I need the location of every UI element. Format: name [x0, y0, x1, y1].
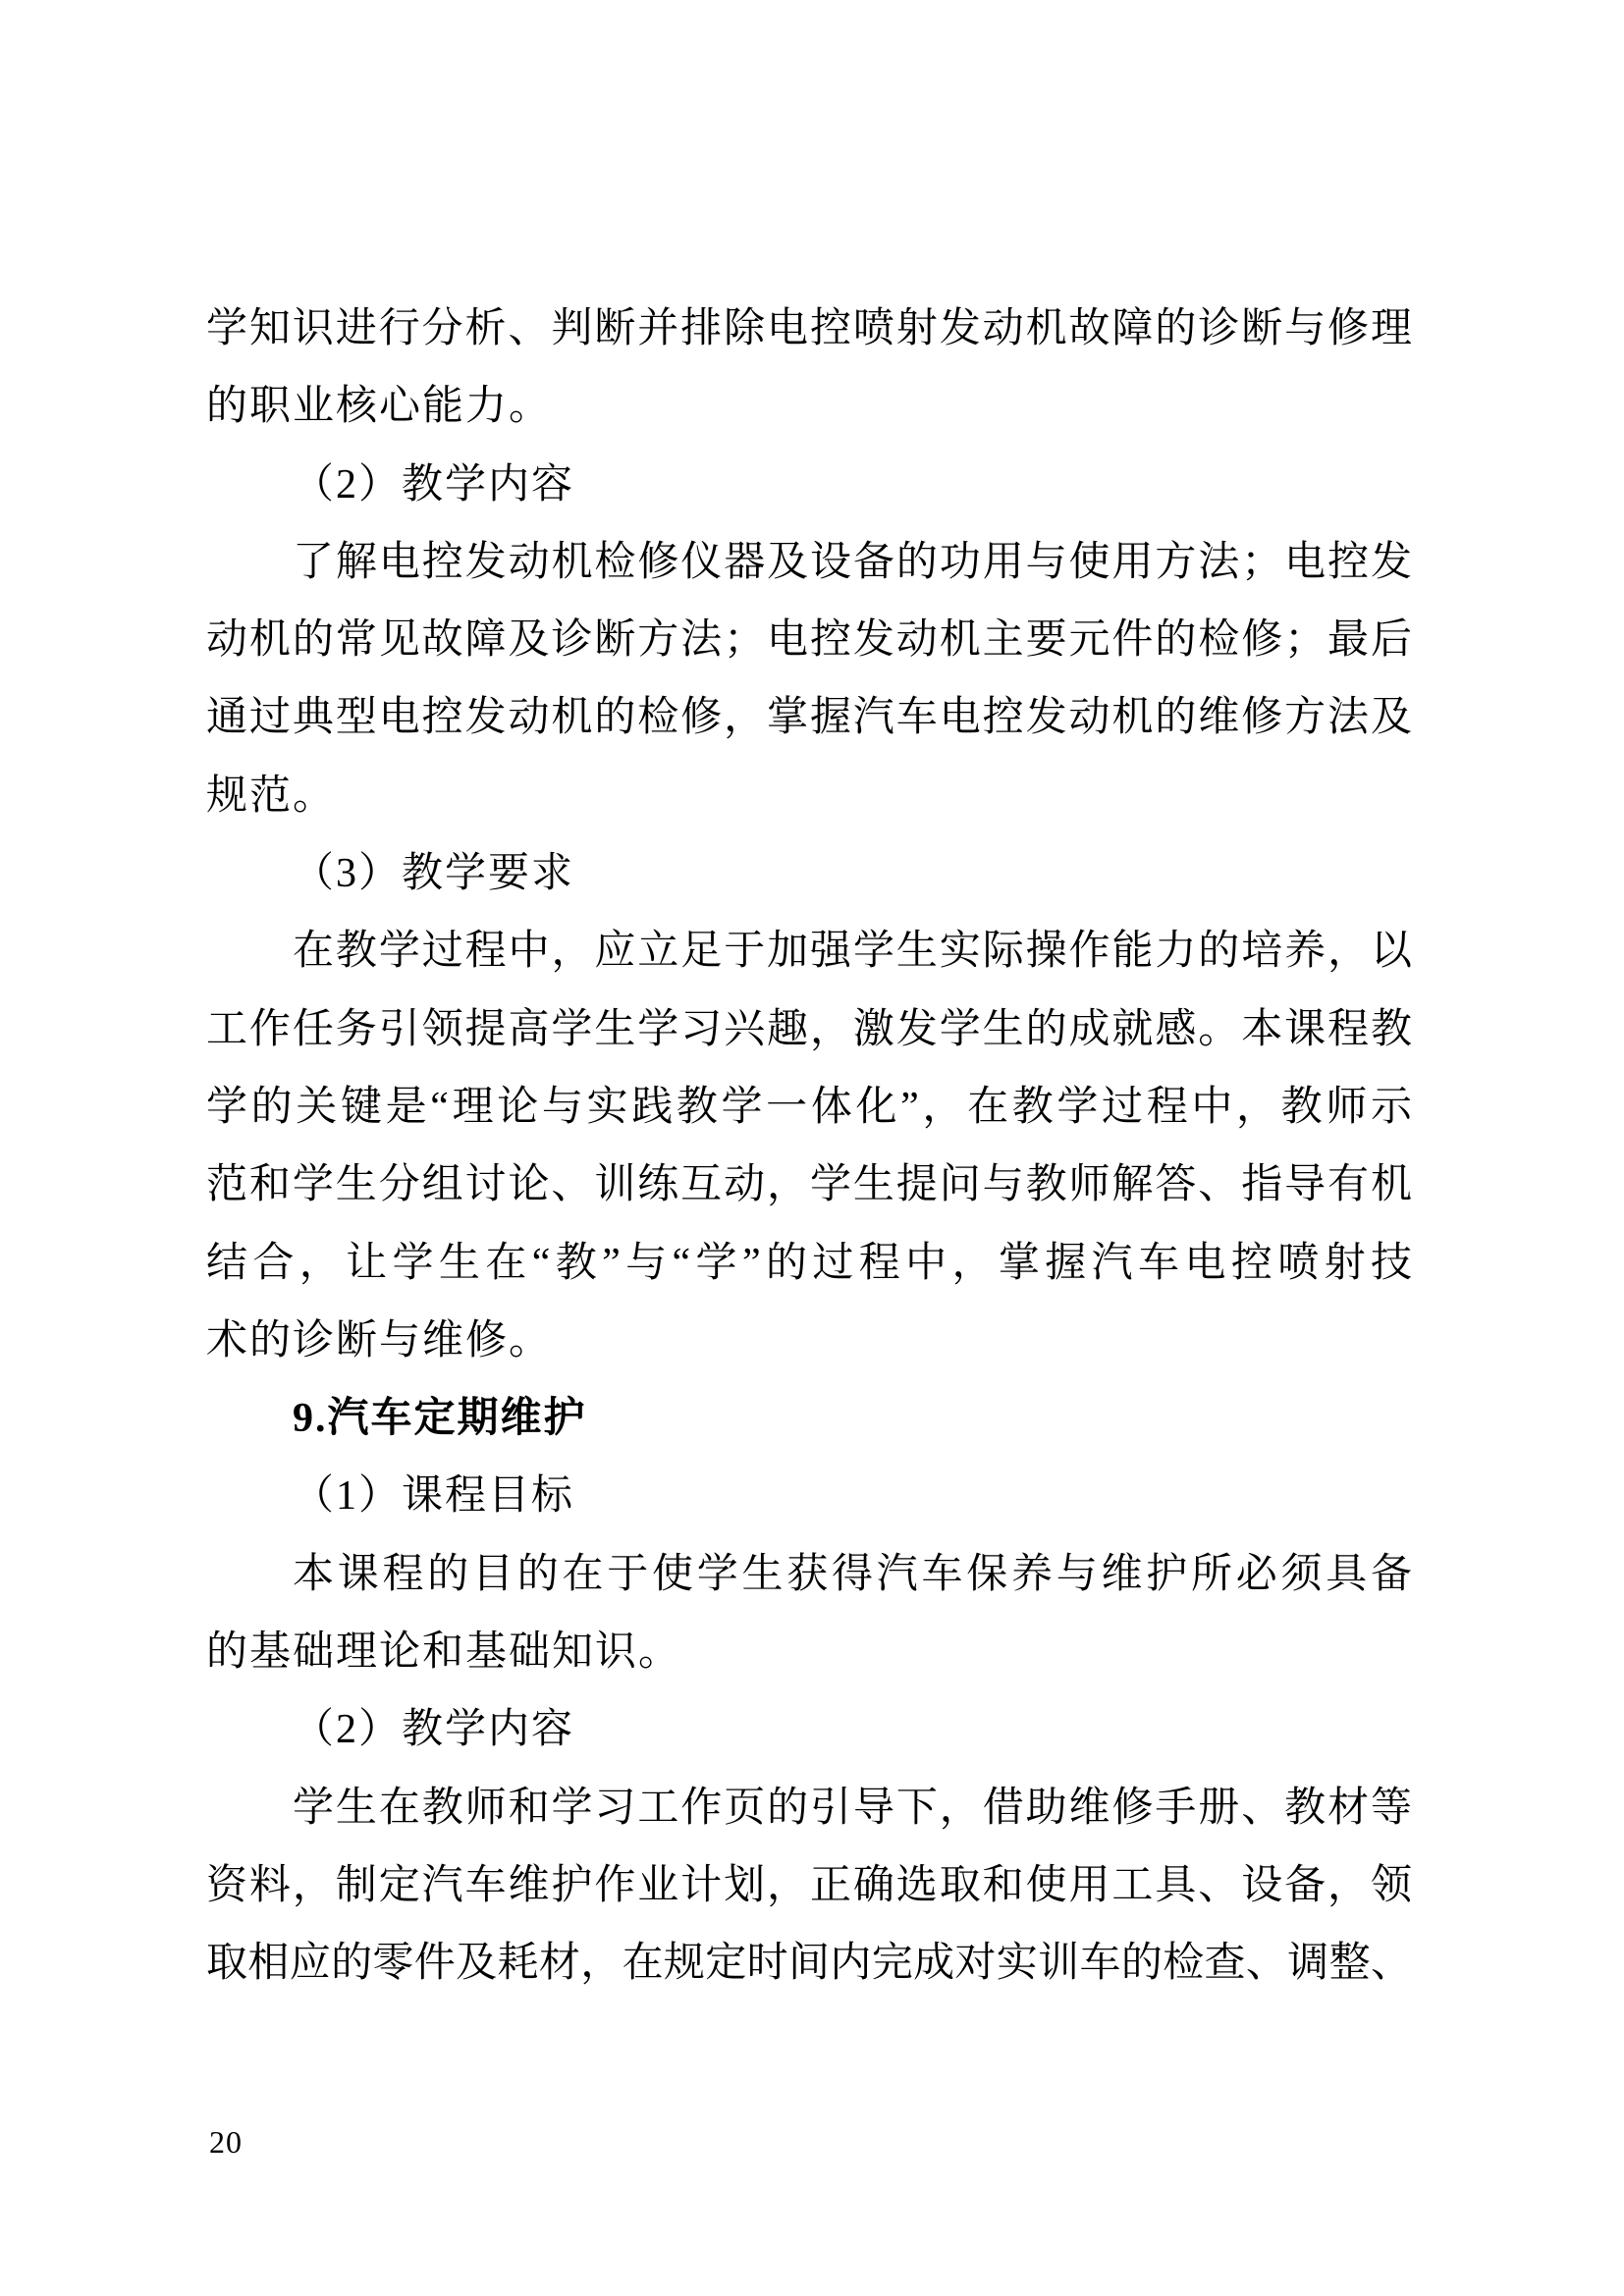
text-line: （2）教学内容 — [293, 1707, 575, 1753]
text-line: 动机的常见故障及诊断方法；电控发动机主要元件的检修；最后 — [206, 617, 1412, 664]
text-line: 通过典型电控发动机的检修，掌握汽车电控发动机的维修方法及 — [206, 695, 1412, 741]
text-line: 的职业核心能力。 — [206, 384, 553, 430]
text-line: 学知识进行分析、判断并排除电控喷射发动机故障的诊断与修理 — [206, 306, 1412, 351]
text-line: （2）教学内容 — [293, 461, 575, 507]
text-line: （3）教学要求 — [293, 851, 575, 897]
text-block — [206, 291, 1412, 2003]
text-line: 结合，让学生在“教”与“学”的过程中，掌握汽车电控喷射技 — [206, 1240, 1412, 1286]
text-line: 范和学生分组讨论、训练互动，学生提问与教师解答、指导有机 — [206, 1162, 1412, 1208]
text-line: 工作任务引领提高学生学习兴趣，激发学生的成就感。本课程教 — [206, 1006, 1412, 1052]
text-line: 的基础理论和基础知识。 — [206, 1629, 682, 1676]
text-line: 取相应的零件及耗材，在规定时间内完成对实训车的检查、调整、 — [206, 1941, 1412, 1987]
text-line: 本课程的目的在于使学生获得汽车保养与维护所必须具备 — [293, 1551, 1412, 1597]
page-number: 20 — [209, 2124, 243, 2160]
text-line: 了解电控发动机检修仪器及设备的功用与使用方法；电控发 — [293, 539, 1412, 585]
text-line: 规范。 — [206, 773, 337, 819]
text-line: 学生在教师和学习工作页的引导下，借助维修手册、教材等 — [293, 1785, 1412, 1831]
text-line: 资料，制定汽车维护作业计划，正确选取和使用工具、设备，领 — [206, 1862, 1412, 1908]
text-line: （1）课程目标 — [293, 1473, 575, 1520]
text-line: 术的诊断与维修。 — [206, 1317, 553, 1363]
section-heading: 9.汽车定期维护 — [293, 1396, 587, 1442]
text-line: 在教学过程中，应立足于加强学生实际操作能力的培养，以 — [293, 929, 1412, 975]
text-line: 学的关键是“理论与实践教学一体化”，在教学过程中，教师示 — [206, 1084, 1412, 1130]
